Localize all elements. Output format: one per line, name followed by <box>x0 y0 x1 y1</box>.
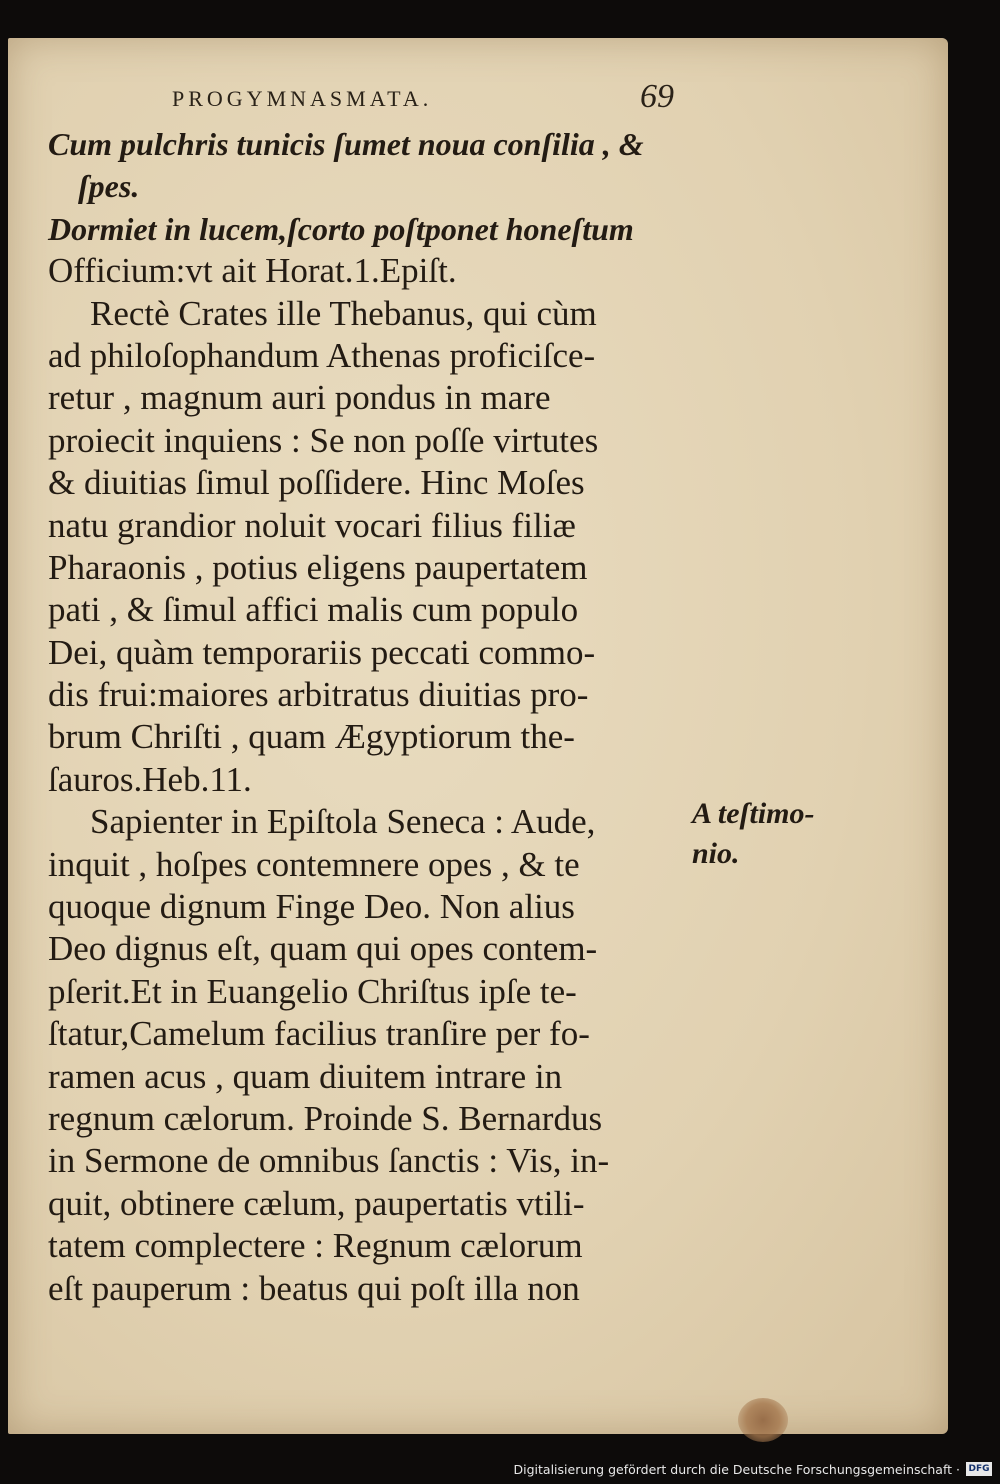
digitization-footer <box>514 1459 993 1479</box>
page-header <box>0 78 1000 122</box>
text-line: ſpes. <box>78 168 140 205</box>
text-line: pati , & ſimul affici malis cum populo <box>48 590 579 630</box>
running-title: PROGYMNASMATA. <box>172 86 433 111</box>
text-line: tatem complectere : Regnum cælorum <box>48 1226 583 1266</box>
text-line: Dei, quàm temporariis peccati commo- <box>48 632 596 672</box>
text-line: & diuitias ſimul poſſidere. Hinc Moſes <box>48 463 585 503</box>
text-line: ſauros.Heb.11. <box>48 759 252 799</box>
text-line: dis frui:maiores arbitratus diuitias pro- <box>48 675 589 715</box>
text-line: natu grandior noluit vocari filius filiæ <box>48 505 576 545</box>
footer-credit: Digitalisierung gefördert durch die Deutsche Forschungsgemeinschaft · <box>513 1461 960 1477</box>
margin-note <box>692 794 815 874</box>
text-line: ramen acus , quam diuitem intrare in <box>48 1056 563 1096</box>
text-line: Deo dignus eſt, quam qui opes contem- <box>48 929 598 969</box>
text-line: quit, obtinere cælum, paupertatis vtili- <box>48 1183 585 1223</box>
paper-stain <box>738 1398 788 1442</box>
text-line: regnum cælorum. Proinde S. Bernardus <box>48 1098 603 1138</box>
text-line: Officium:vt ait Horat.1.Epiſt. <box>48 251 457 291</box>
text-line: retur , magnum auri pondus in mare <box>48 378 551 418</box>
text-line: pſerit.Et in Euangelio Chriſtus ipſe te- <box>48 971 577 1011</box>
text-line: Sapienter in Epiſtola Seneca : Aude, <box>90 802 596 842</box>
text-line: in Sermone de omnibus ſanctis : Vis, in- <box>48 1141 610 1181</box>
text-line: brum Chriſti , quam Ægyptiorum the- <box>48 717 575 757</box>
text-line: ſtatur,Camelum facilius tranſire per fo- <box>48 1014 590 1054</box>
text-line: inquit , hoſpes contemnere opes , & te <box>48 844 580 884</box>
margin-note-line: A teſtimo- <box>692 797 815 830</box>
text-line: proiecit inquiens : Se non poſſe virtutes <box>48 420 599 460</box>
text-line: ad philoſophandum Athenas proficiſce- <box>48 335 596 375</box>
text-line: Cum pulchris tunicis ſumet noua conſilia , & <box>48 126 644 162</box>
page-number: 69 <box>640 78 674 115</box>
text-line: quoque dignum Finge Deo. Non alius <box>48 887 575 927</box>
main-text <box>48 123 708 1310</box>
dfg-logo: DFG <box>966 1462 992 1476</box>
text-line: Dormiet in lucem,ſcorto poſtponet honeſtum <box>48 210 634 247</box>
margin-note-line: nio. <box>692 837 740 870</box>
text-line: eſt pauperum : beatus qui poſt illa non <box>48 1268 580 1308</box>
text-line: Rectè Crates ille Thebanus, qui cùm <box>90 293 597 333</box>
text-line: Pharaonis , potius eligens paupertatem <box>48 547 588 587</box>
